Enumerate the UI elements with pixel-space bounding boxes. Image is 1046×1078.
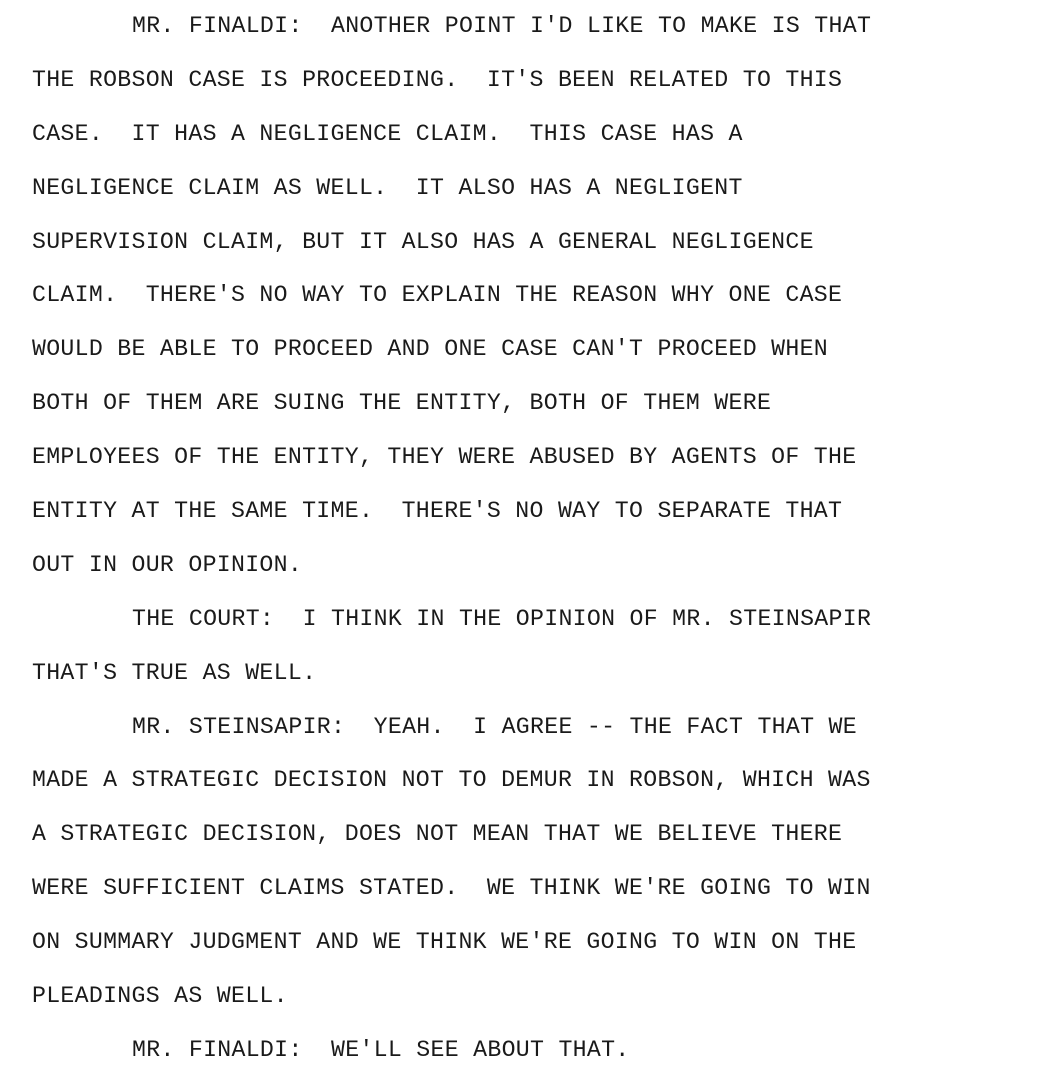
transcript-line: CASE. IT HAS A NEGLIGENCE CLAIM. THIS CASE HAS A bbox=[32, 120, 743, 147]
transcript-line: MR. FINALDI: ANOTHER POINT I'D LIKE TO MAKE IS THAT bbox=[132, 13, 872, 39]
transcript-line: PLEADINGS AS WELL. bbox=[32, 983, 288, 1010]
transcript-line: OUT IN OUR OPINION. bbox=[32, 551, 303, 578]
transcript-line: MADE A STRATEGIC DECISION NOT TO DEMUR IN ROBSON, WHICH WAS bbox=[32, 767, 871, 794]
transcript-line: THE COURT: I THINK IN THE OPINION OF MR. STEINSAPIR bbox=[132, 605, 872, 632]
transcript-line: MR. FINALDI: WE'LL SEE ABOUT THAT. bbox=[132, 1036, 630, 1063]
transcript-line: MR. STEINSAPIR: YEAH. I AGREE -- THE FACT THAT WE bbox=[132, 713, 857, 740]
transcript-line: THE ROBSON CASE IS PROCEEDING. IT'S BEEN RELATED TO THIS bbox=[32, 66, 843, 93]
transcript-line: BOTH OF THEM ARE SUING THE ENTITY, BOTH OF THEM WERE bbox=[32, 390, 772, 417]
transcript-line: WERE SUFFICIENT CLAIMS STATED. WE THINK WE'RE GOING TO WIN bbox=[32, 875, 871, 902]
transcript-page bbox=[32, 0, 1032, 1078]
transcript-line: THAT'S TRUE AS WELL. bbox=[32, 659, 317, 686]
transcript-line: A STRATEGIC DECISION, DOES NOT MEAN THAT WE BELIEVE THERE bbox=[32, 821, 843, 848]
transcript-line: NEGLIGENCE CLAIM AS WELL. IT ALSO HAS A NEGLIGENT bbox=[32, 174, 743, 201]
transcript-line: EMPLOYEES OF THE ENTITY, THEY WERE ABUSED BY AGENTS OF THE bbox=[32, 444, 857, 471]
transcript-line: CLAIM. THERE'S NO WAY TO EXPLAIN THE REASON WHY ONE CASE bbox=[32, 282, 843, 309]
transcript-line: SUPERVISION CLAIM, BUT IT ALSO HAS A GENERAL NEGLIGENCE bbox=[32, 228, 814, 255]
transcript-line: ON SUMMARY JUDGMENT AND WE THINK WE'RE GOING TO WIN ON THE bbox=[32, 929, 857, 956]
transcript-line: WOULD BE ABLE TO PROCEED AND ONE CASE CAN'T PROCEED WHEN bbox=[32, 336, 829, 363]
transcript-line: ENTITY AT THE SAME TIME. THERE'S NO WAY TO SEPARATE THAT bbox=[32, 498, 843, 525]
